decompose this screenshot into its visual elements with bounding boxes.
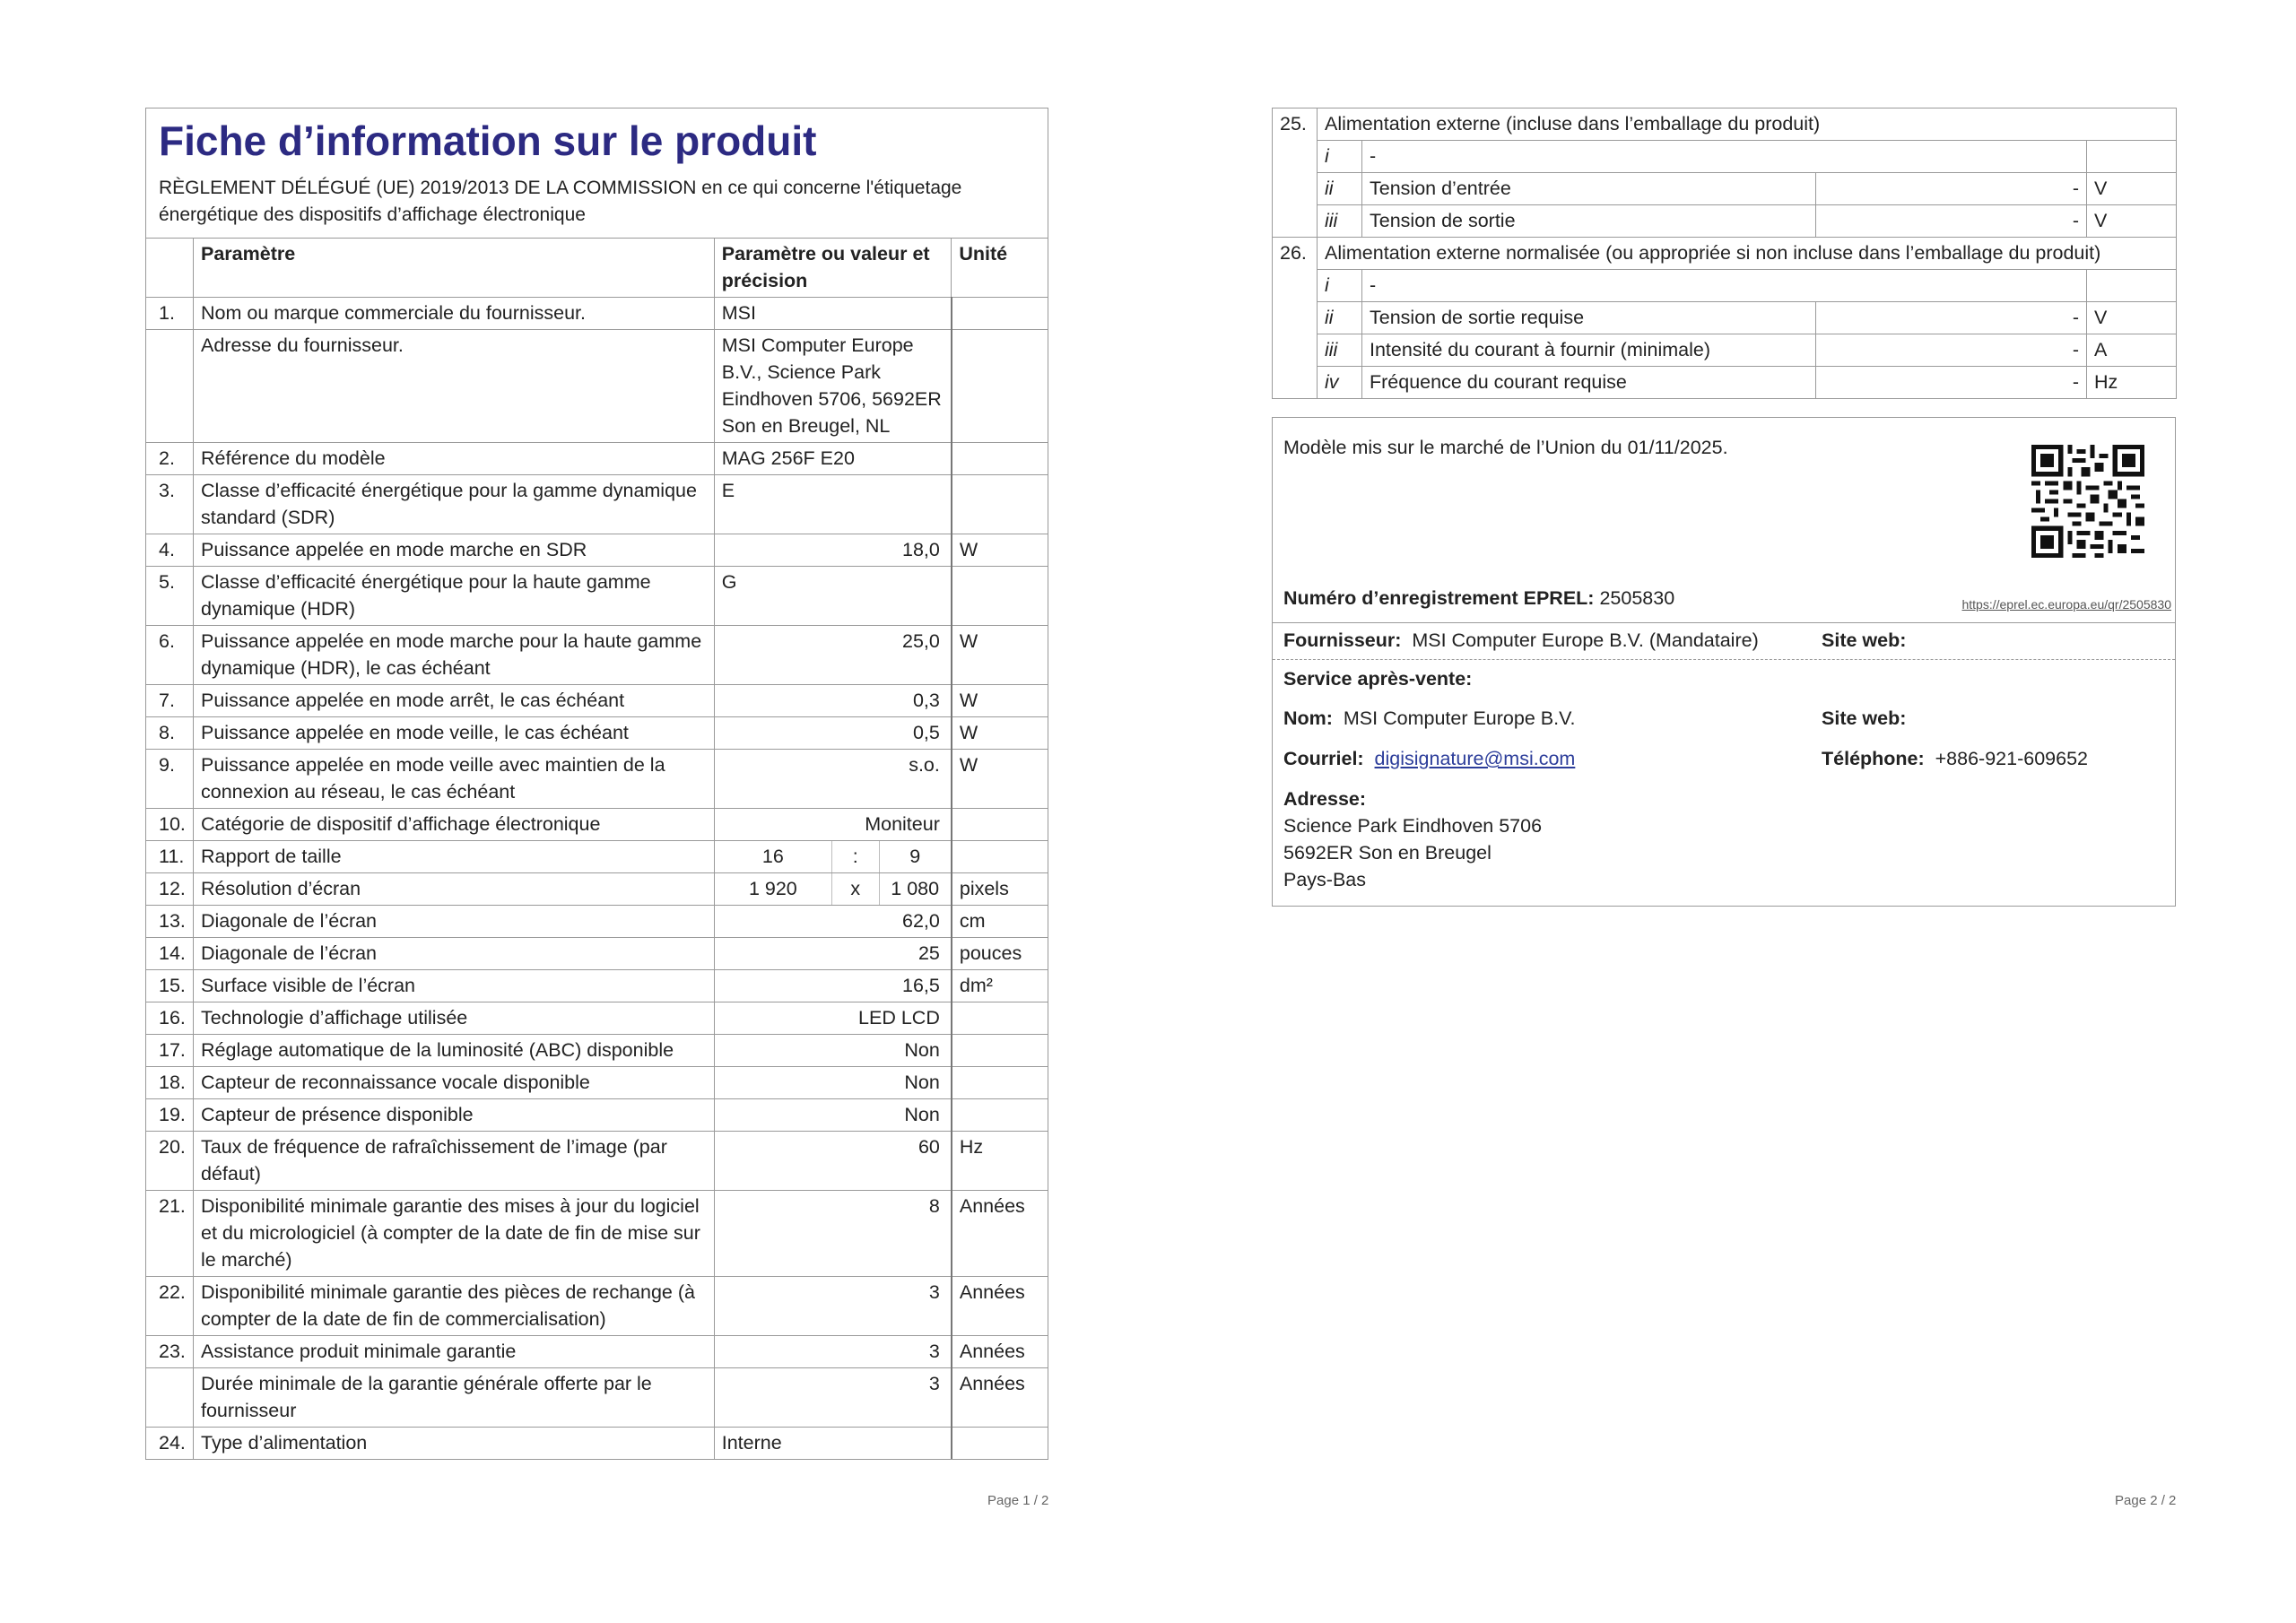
sub-value: -	[1816, 302, 2087, 334]
row-number: 23.	[146, 1336, 194, 1368]
sub-value: -	[1816, 367, 2087, 399]
table-row	[146, 906, 1048, 938]
sub-unit	[2087, 141, 2177, 173]
row-unit: W	[952, 534, 1048, 567]
sub-index: ii	[1318, 302, 1362, 334]
table-row	[146, 626, 1048, 685]
row-parameter: Assistance produit minimale garantie	[194, 1336, 715, 1368]
row-value: 60	[714, 1132, 952, 1191]
row-parameter: Puissance appelée en mode veille avec maintien de la connexion au réseau, le cas échéant	[194, 750, 715, 809]
row-parameter: Capteur de présence disponible	[194, 1099, 715, 1132]
after-sales-service	[1273, 660, 2175, 906]
row-unit: pixels	[952, 873, 1048, 906]
row-unit: Années	[952, 1336, 1048, 1368]
row-unit: Années	[952, 1191, 1048, 1277]
row-parameter: Technologie d’affichage utilisée	[194, 1002, 715, 1035]
eprel-label: Numéro d’enregistrement EPREL:	[1283, 587, 1595, 609]
row-value-b: 9	[879, 841, 952, 873]
row-unit: W	[952, 626, 1048, 685]
sub-row	[1273, 205, 2177, 238]
sub-label: Tension de sortie	[1362, 205, 1816, 238]
table-row	[146, 1191, 1048, 1277]
eprel-number: 2505830	[1599, 587, 1675, 609]
section-row	[1273, 238, 2177, 270]
page-number: Page 2 / 2	[2115, 1493, 2177, 1508]
row-parameter: Classe d’efficacité énergétique pour la gamme dynamique standard (SDR)	[194, 475, 715, 534]
row-value: 18,0	[714, 534, 952, 567]
row-value: 8	[714, 1191, 952, 1277]
row-value-separator: :	[832, 841, 880, 873]
name-value: MSI Computer Europe B.V.	[1343, 707, 1576, 729]
row-value: G	[714, 567, 952, 626]
row-value: 3	[714, 1368, 952, 1428]
table-row	[146, 534, 1048, 567]
row-number: 17.	[146, 1035, 194, 1067]
row-number: 11.	[146, 841, 194, 873]
row-value: 3	[714, 1336, 952, 1368]
row-parameter: Disponibilité minimale garantie des mises à jour du logiciel et du micrologiciel (à compter de la date de fin de mise sur le marché)	[194, 1191, 715, 1277]
row-number: 22.	[146, 1277, 194, 1336]
sub-unit: V	[2087, 302, 2177, 334]
sub-label: -	[1362, 270, 2087, 302]
row-parameter: Puissance appelée en mode marche pour la haute gamme dynamique (HDR), le cas échéant	[194, 626, 715, 685]
row-unit: Hz	[952, 1132, 1048, 1191]
market-date-text: Modèle mis sur le marché de l’Union du 01/11/2025.	[1283, 437, 1728, 458]
table-row	[146, 1002, 1048, 1035]
table-row	[146, 475, 1048, 534]
row-value-a: 16	[714, 841, 831, 873]
row-number: 16.	[146, 1002, 194, 1035]
row-number: 5.	[146, 567, 194, 626]
row-unit: W	[952, 717, 1048, 750]
section-number: 25.	[1273, 108, 1318, 141]
row-value: 0,3	[714, 685, 952, 717]
row-parameter: Nom ou marque commerciale du fournisseur.	[194, 298, 715, 330]
sub-index: i	[1318, 270, 1362, 302]
row-value: Interne	[714, 1428, 952, 1460]
sub-row	[1273, 270, 2177, 302]
row-parameter: Capteur de reconnaissance vocale disponible	[194, 1067, 715, 1099]
address-line: Pays-Bas	[1283, 869, 1367, 890]
row-unit	[952, 475, 1048, 534]
row-number: 18.	[146, 1067, 194, 1099]
row-unit	[952, 330, 1048, 443]
sheet-header	[146, 108, 1048, 239]
row-unit	[952, 1099, 1048, 1132]
row-parameter: Puissance appelée en mode veille, le cas échéant	[194, 717, 715, 750]
sub-index: i	[1318, 141, 1362, 173]
row-parameter: Classe d’efficacité énergétique pour la haute gamme dynamique (HDR)	[194, 567, 715, 626]
table-row	[146, 873, 1048, 906]
sub-label: -	[1362, 141, 2087, 173]
table-row	[146, 330, 1048, 443]
row-unit: Années	[952, 1368, 1048, 1428]
sub-label: Intensité du courant à fournir (minimale)	[1362, 334, 1816, 367]
row-number	[146, 1368, 194, 1428]
row-value: 25,0	[714, 626, 952, 685]
row-parameter: Puissance appelée en mode arrêt, le cas échéant	[194, 685, 715, 717]
row-unit	[952, 1002, 1048, 1035]
table-row	[146, 685, 1048, 717]
sub-index: iii	[1318, 205, 1362, 238]
external-power-table	[1272, 108, 2177, 399]
row-parameter: Type d’alimentation	[194, 1428, 715, 1460]
sub-unit: A	[2087, 334, 2177, 367]
row-parameter: Résolution d’écran	[194, 873, 715, 906]
row-number: 24.	[146, 1428, 194, 1460]
row-parameter: Diagonale de l’écran	[194, 938, 715, 970]
row-value: Non	[714, 1099, 952, 1132]
service-website-label: Site web:	[1822, 707, 1907, 729]
row-parameter: Durée minimale de la garantie générale offerte par le fournisseur	[194, 1368, 715, 1428]
eprel-row	[1273, 585, 2175, 613]
supplier-value: MSI Computer Europe B.V. (Mandataire)	[1412, 629, 1759, 651]
row-number: 9.	[146, 750, 194, 809]
row-number: 10.	[146, 809, 194, 841]
row-number	[146, 330, 194, 443]
table-row	[146, 717, 1048, 750]
row-value: E	[714, 475, 952, 534]
table-row	[146, 750, 1048, 809]
sub-index: iii	[1318, 334, 1362, 367]
sub-row	[1273, 173, 2177, 205]
email-label: Courriel:	[1283, 748, 1364, 769]
table-row	[146, 567, 1048, 626]
sub-unit: Hz	[2094, 371, 2118, 393]
row-number: 1.	[146, 298, 194, 330]
section-label: Alimentation externe normalisée (ou appropriée si non incluse dans l’emballage du produit)	[1318, 238, 2177, 270]
row-number: 19.	[146, 1099, 194, 1132]
address-line: Science Park Eindhoven 5706	[1283, 815, 1543, 837]
header-unit: Unité	[952, 239, 1048, 298]
row-number: 12.	[146, 873, 194, 906]
page-number: Page 1 / 2	[987, 1493, 1049, 1508]
row-number: 4.	[146, 534, 194, 567]
table-row	[146, 1132, 1048, 1191]
row-value: 3	[714, 1277, 952, 1336]
parameters-table	[146, 239, 1048, 1459]
table-row	[146, 443, 1048, 475]
table-row	[146, 1277, 1048, 1336]
row-value-separator: x	[832, 873, 880, 906]
row-value: MSI	[714, 298, 952, 330]
row-unit	[952, 1035, 1048, 1067]
row-parameter: Puissance appelée en mode marche en SDR	[194, 534, 715, 567]
header-value: Paramètre ou valeur et précision	[714, 239, 952, 298]
email-link[interactable]: digisignature@msi.com	[1374, 748, 1576, 769]
registration-box	[1272, 417, 2176, 907]
row-value: 62,0	[714, 906, 952, 938]
row-unit: pouces	[952, 938, 1048, 970]
row-unit	[952, 1428, 1048, 1460]
row-number: 6.	[146, 626, 194, 685]
address-label: Adresse:	[1283, 788, 1367, 810]
row-number: 8.	[146, 717, 194, 750]
table-row	[146, 1035, 1048, 1067]
row-number: 21.	[146, 1191, 194, 1277]
row-value-b: 1 080	[879, 873, 952, 906]
row-unit: dm²	[952, 970, 1048, 1002]
table-row	[146, 1336, 1048, 1368]
address-line: 5692ER Son en Breugel	[1283, 842, 1492, 864]
row-unit	[952, 567, 1048, 626]
row-value: MSI Computer Europe B.V., Science Park Eindhoven 5706, 5692ER Son en Breugel, NL	[714, 330, 952, 443]
phone-label: Téléphone:	[1822, 748, 1925, 769]
sub-row	[1273, 141, 2177, 173]
sub-label: Tension de sortie requise	[1362, 302, 1816, 334]
table-row	[146, 1067, 1048, 1099]
row-number: 15.	[146, 970, 194, 1002]
row-unit: W	[952, 685, 1048, 717]
sub-label: Fréquence du courant requise	[1362, 367, 1816, 399]
table-row	[146, 809, 1048, 841]
page-title: Fiche d’information sur le produit	[159, 117, 817, 164]
table-row	[146, 1428, 1048, 1460]
row-value: MAG 256F E20	[714, 443, 952, 475]
row-parameter: Taux de fréquence de rafraîchissement de l’image (par défaut)	[194, 1132, 715, 1191]
table-row	[146, 1368, 1048, 1428]
row-unit	[952, 809, 1048, 841]
sub-value: -	[1816, 173, 2087, 205]
row-parameter: Référence du modèle	[194, 443, 715, 475]
row-value: LED LCD	[714, 1002, 952, 1035]
row-parameter: Disponibilité minimale garantie des pièces de rechange (à compter de la date de fin de commercialisation)	[194, 1277, 715, 1336]
page-1	[145, 108, 1048, 1460]
row-unit	[952, 841, 1048, 873]
row-parameter: Surface visible de l’écran	[194, 970, 715, 1002]
table-row	[146, 841, 1048, 873]
sub-label: Tension d’entrée	[1362, 173, 1816, 205]
eprel-link[interactable]: https://eprel.ec.europa.eu/qr/2505830	[1961, 597, 2171, 612]
row-unit	[952, 298, 1048, 330]
row-value: Non	[714, 1067, 952, 1099]
row-unit	[952, 1067, 1048, 1099]
row-number: 20.	[146, 1132, 194, 1191]
service-title: Service après-vente:	[1283, 668, 1473, 690]
name-label: Nom:	[1283, 707, 1333, 729]
supplier-website-label: Site web:	[1822, 629, 1907, 651]
table-header-row	[146, 239, 1048, 298]
sub-value: -	[1816, 334, 2087, 367]
supplier-row	[1273, 623, 2175, 659]
row-value: Non	[714, 1035, 952, 1067]
sub-unit: V	[2087, 205, 2177, 238]
row-value: Moniteur	[714, 809, 952, 841]
row-unit	[952, 443, 1048, 475]
row-value-a: 1 920	[714, 873, 831, 906]
row-number: 2.	[146, 443, 194, 475]
sub-unit	[2087, 270, 2177, 302]
sub-index: iv	[1318, 367, 1362, 399]
row-number: 7.	[146, 685, 194, 717]
table-row	[146, 938, 1048, 970]
sub-row	[1273, 302, 2177, 334]
page-2	[1272, 108, 2176, 907]
table-row	[146, 1099, 1048, 1132]
row-parameter: Catégorie de dispositif d’affichage électronique	[194, 809, 715, 841]
row-value: s.o.	[714, 750, 952, 809]
row-parameter: Adresse du fournisseur.	[194, 330, 715, 443]
row-unit: Années	[952, 1277, 1048, 1336]
section-label: Alimentation externe (incluse dans l’emballage du produit)	[1318, 108, 2177, 141]
row-value: 25	[714, 938, 952, 970]
phone-value: +886-921-609652	[1935, 748, 2088, 769]
sub-row	[1273, 367, 2177, 399]
sub-index: ii	[1318, 173, 1362, 205]
row-number: 3.	[146, 475, 194, 534]
row-number: 13.	[146, 906, 194, 938]
row-number: 14.	[146, 938, 194, 970]
regulation-text: RÈGLEMENT DÉLÉGUÉ (UE) 2019/2013 DE LA COMMISSION en ce qui concerne l'étiquetage énergétique des dispositifs d’affichage électronique	[159, 178, 962, 225]
sub-row	[1273, 334, 2177, 367]
product-info-sheet	[145, 108, 1048, 1460]
table-row	[146, 970, 1048, 1002]
row-value: 16,5	[714, 970, 952, 1002]
section-number: 26.	[1273, 238, 1318, 270]
row-value: 0,5	[714, 717, 952, 750]
row-unit: cm	[952, 906, 1048, 938]
table-row	[146, 298, 1048, 330]
row-parameter: Diagonale de l’écran	[194, 906, 715, 938]
header-param: Paramètre	[194, 239, 715, 298]
supplier-label: Fournisseur:	[1283, 629, 1402, 651]
row-parameter: Rapport de taille	[194, 841, 715, 873]
row-unit: W	[952, 750, 1048, 809]
sub-unit: V	[2087, 173, 2177, 205]
qr-code-icon	[2031, 445, 2144, 558]
section-row	[1273, 108, 2177, 141]
row-parameter: Réglage automatique de la luminosité (ABC) disponible	[194, 1035, 715, 1067]
sub-value: -	[1816, 205, 2087, 238]
